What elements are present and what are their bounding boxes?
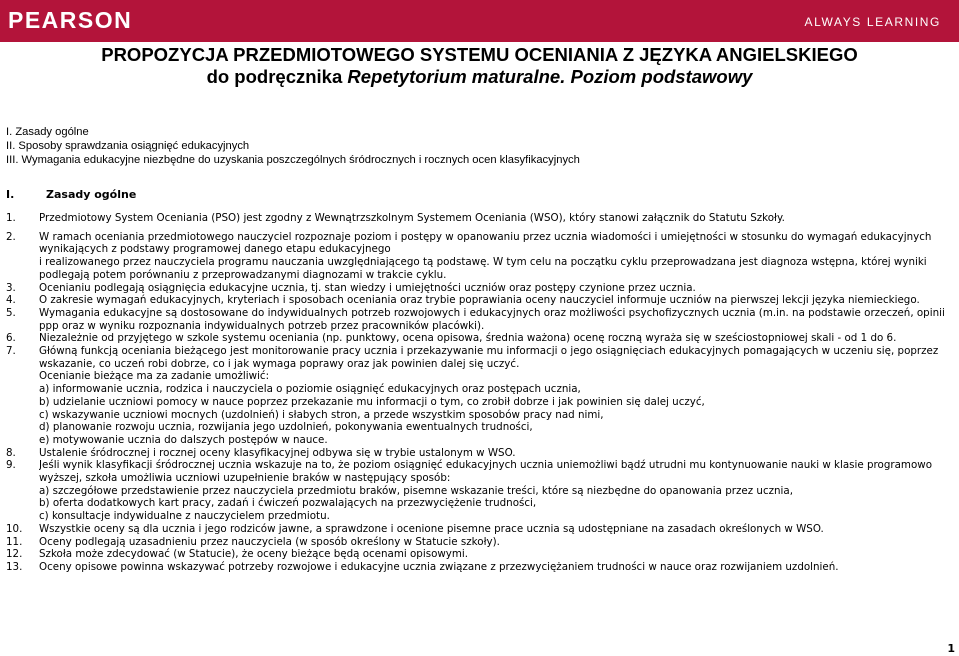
toc-item: II. Sposoby sprawdzania osiągnięć edukacyjnych	[6, 140, 250, 152]
list-item-line: Jeśli wynik klasyfikacji śródrocznej ucznia wskazuje na to, że poziom osiągnięć edukacyjnych ucznia uniemożliwi bądź utrudni mu kontynuowanie nauki w klasie programowo	[39, 459, 932, 472]
list-item-number: 11.	[6, 535, 23, 548]
list-item	[6, 523, 959, 536]
list-item-text	[39, 561, 959, 574]
list-item-text	[39, 459, 959, 523]
section-number: I.	[6, 188, 15, 201]
list-item-line: a) informowanie ucznia, rodzica i nauczyciela o poziomie osiągnięć edukacyjnych oraz postępach ucznia,	[39, 383, 581, 396]
list-item-number: 1.	[6, 212, 16, 224]
list-item-line: wynikających z podstawy programowej danego etapu edukacyjnego	[39, 243, 391, 256]
list-item-line: Ocenianie bieżące ma za zadanie umożliwić:	[39, 370, 270, 383]
list-item-line: Główną funkcją oceniania bieżącego jest monitorowanie pracy ucznia i przekazywanie mu informacji o jego osiągnięciach edukacyjnych pomagających w uczeniu się, poprzez	[39, 345, 939, 358]
list-item	[6, 282, 959, 295]
list-item-line: Ocenianiu podlegają osiągnięcia edukacyjne ucznia, tj. stan wiedzy i umiejętności uczniów oraz postępy czynione przez ucznia.	[39, 281, 696, 294]
list-item-line: b) oferta dodatkowych kart pracy, zadań i ćwiczeń pozwalających na przezwyciężenie trudności,	[39, 497, 537, 510]
list-item-text	[39, 345, 959, 447]
list-item-line: Szkoła może zdecydować (w Statucie), że oceny bieżące będą ocenami opisowymi.	[39, 548, 469, 561]
toc-item: III. Wymagania edukacyjne niezbędne do uzyskania poszczególnych śródrocznych i rocznych ocen klasyfikacyjnych	[6, 154, 580, 166]
rules-list	[6, 212, 959, 574]
table-of-contents	[6, 125, 580, 167]
list-item-number: 3.	[6, 281, 16, 294]
list-item-line: wyższej, szkoła umożliwia uczniowi uzupełnienie braków w następujący sposób:	[39, 472, 451, 485]
list-item-line: Przedmiotowy System Oceniania (PSO) jest zgodny z Wewnątrzszkolnym Systemem Oceniania (WSO), który stanowi załącznik do Statutu Szkoły.	[39, 212, 785, 224]
list-item	[6, 536, 959, 549]
list-item-line: a) szczegółowe przedstawienie przez nauczyciela przedmiotu braków, pisemne wskazanie treści, które są niezbędne do opanowania przez ucznia,	[39, 484, 793, 497]
list-item	[6, 307, 959, 332]
list-item	[6, 231, 959, 282]
list-item-text	[39, 523, 959, 536]
title-line-2-prefix: do podręcznika	[206, 66, 343, 87]
list-item-line: c) wskazywanie uczniowi mocnych (uzdolnień) i słabych stron, a przede wszystkim sposobów pracy nad nimi,	[39, 408, 604, 421]
list-item-line: Wszystkie oceny są dla ucznia i jego rodziców jawne, a sprawdzone i ocenione pisemne prace ucznia są udostępniane na zasadach określonych w WSO.	[39, 522, 824, 535]
list-item-line: O zakresie wymagań edukacyjnych, kryteriach i sposobach oceniania oraz trybie poprawiania oceny nauczyciel informuje uczniów na pierwszej lekcji języka niemieckiego.	[39, 294, 920, 307]
list-item-line: wskazanie, co uczeń robi dobrze, co i jak wymaga poprawy oraz jak powinien dalej się uczyć.	[39, 357, 520, 370]
list-item-line: Oceny opisowe powinna wskazywać potrzeby rozwojowe i edukacyjne ucznia związane z przezwyciężaniem trudności w nauce oraz rozwijaniem uzdolnień.	[39, 560, 839, 573]
list-item-line: Ustalenie śródrocznej i rocznej oceny klasyfikacyjnej odbywa się w trybie ustalonym w WSO.	[39, 446, 516, 459]
list-item	[6, 345, 959, 447]
list-item-text	[39, 548, 959, 561]
title-line-2	[0, 66, 959, 88]
list-item	[6, 447, 959, 460]
list-item	[6, 294, 959, 307]
page-number: 1	[947, 642, 955, 655]
section-heading	[6, 188, 136, 201]
list-item	[6, 332, 959, 345]
list-item-line: podlegają potem porównaniu z przeprowadzanymi diagnozami w trakcie cyklu.	[39, 268, 447, 281]
list-item-line: c) konsultacje indywidualne z nauczycielem przedmiotu.	[39, 510, 330, 523]
header-tagline: ALWAYS LEARNING	[804, 15, 941, 29]
list-item-line: i realizowanego przez nauczyciela programu nauczania uwzględniającego tą podstawę. W tym celu na początku cyklu przeprowadzana jest diagnoza wstępna, której wyniki	[39, 256, 927, 269]
title-line-1: PROPOZYCJA PRZEDMIOTOWEGO SYSTEMU OCENIANIA Z JĘZYKA ANGIELSKIEGO	[101, 44, 858, 65]
list-item-line: Niezależnie od przyjętego w szkole systemu oceniania (np. punktowy, ocena opisowa, średnia ważona) ocenę roczną wyraża się w sześciostopniowej skali - od 1 do 6.	[39, 332, 897, 345]
list-item-text	[39, 212, 959, 225]
list-item-number: 7.	[6, 345, 16, 358]
list-item-text	[39, 294, 959, 307]
list-item	[6, 212, 959, 225]
list-item-number: 13.	[6, 560, 23, 573]
list-item-number: 6.	[6, 332, 16, 345]
toc-item: I. Zasady ogólne	[6, 126, 89, 138]
list-item	[6, 548, 959, 561]
list-item-line: W ramach oceniania przedmiotowego nauczyciel rozpoznaje poziom i postępy w opanowaniu przez ucznia wiadomości i umiejętności w stosunku do wymagań edukacyjnych	[39, 230, 932, 243]
list-item-text	[39, 332, 959, 345]
list-item-text	[39, 447, 959, 460]
list-item	[6, 459, 959, 523]
list-item	[6, 561, 959, 574]
list-item-number: 4.	[6, 294, 16, 307]
list-item-number: 12.	[6, 548, 23, 561]
pearson-logo: PEARSON	[8, 7, 133, 33]
list-item-line: ppp oraz w wyniku rozpoznania indywidualnych potrzeb przez pracowników placówki).	[39, 319, 485, 332]
list-item-text	[39, 231, 959, 282]
list-item-number: 2.	[6, 230, 16, 243]
title-line-2-italic: Repetytorium maturalne. Poziom podstawowy	[347, 66, 753, 87]
document-title	[0, 44, 959, 88]
list-item-number: 8.	[6, 446, 16, 459]
list-item-text	[39, 307, 959, 332]
list-item-number: 5.	[6, 306, 16, 319]
list-item-text	[39, 282, 959, 295]
section-title: Zasady ogólne	[46, 188, 137, 201]
list-item-line: Wymagania edukacyjne są dostosowane do indywidualnych potrzeb rozwojowych i edukacyjnych oraz możliwości psychofizycznych ucznia (m.in. na podstawie orzeczeń, opinii	[39, 306, 945, 319]
list-item-line: e) motywowanie ucznia do dalszych postępów w nauce.	[39, 433, 328, 446]
list-item-line: d) planowanie rozwoju ucznia, rozwijania jego uzdolnień, pokonywania ewentualnych trudności,	[39, 421, 533, 434]
list-item-line: b) udzielanie uczniowi pomocy w nauce poprzez przekazanie mu informacji o tym, co zrobił dobrze i jak powinien się dalej uczyć,	[39, 395, 705, 408]
list-item-line: Oceny podlegają uzasadnieniu przez nauczyciela (w sposób określony w Statucie szkoły).	[39, 535, 500, 548]
header-banner	[0, 0, 959, 42]
list-item-number: 9.	[6, 459, 16, 472]
list-item-number: 10.	[6, 522, 23, 535]
list-item-text	[39, 536, 959, 549]
